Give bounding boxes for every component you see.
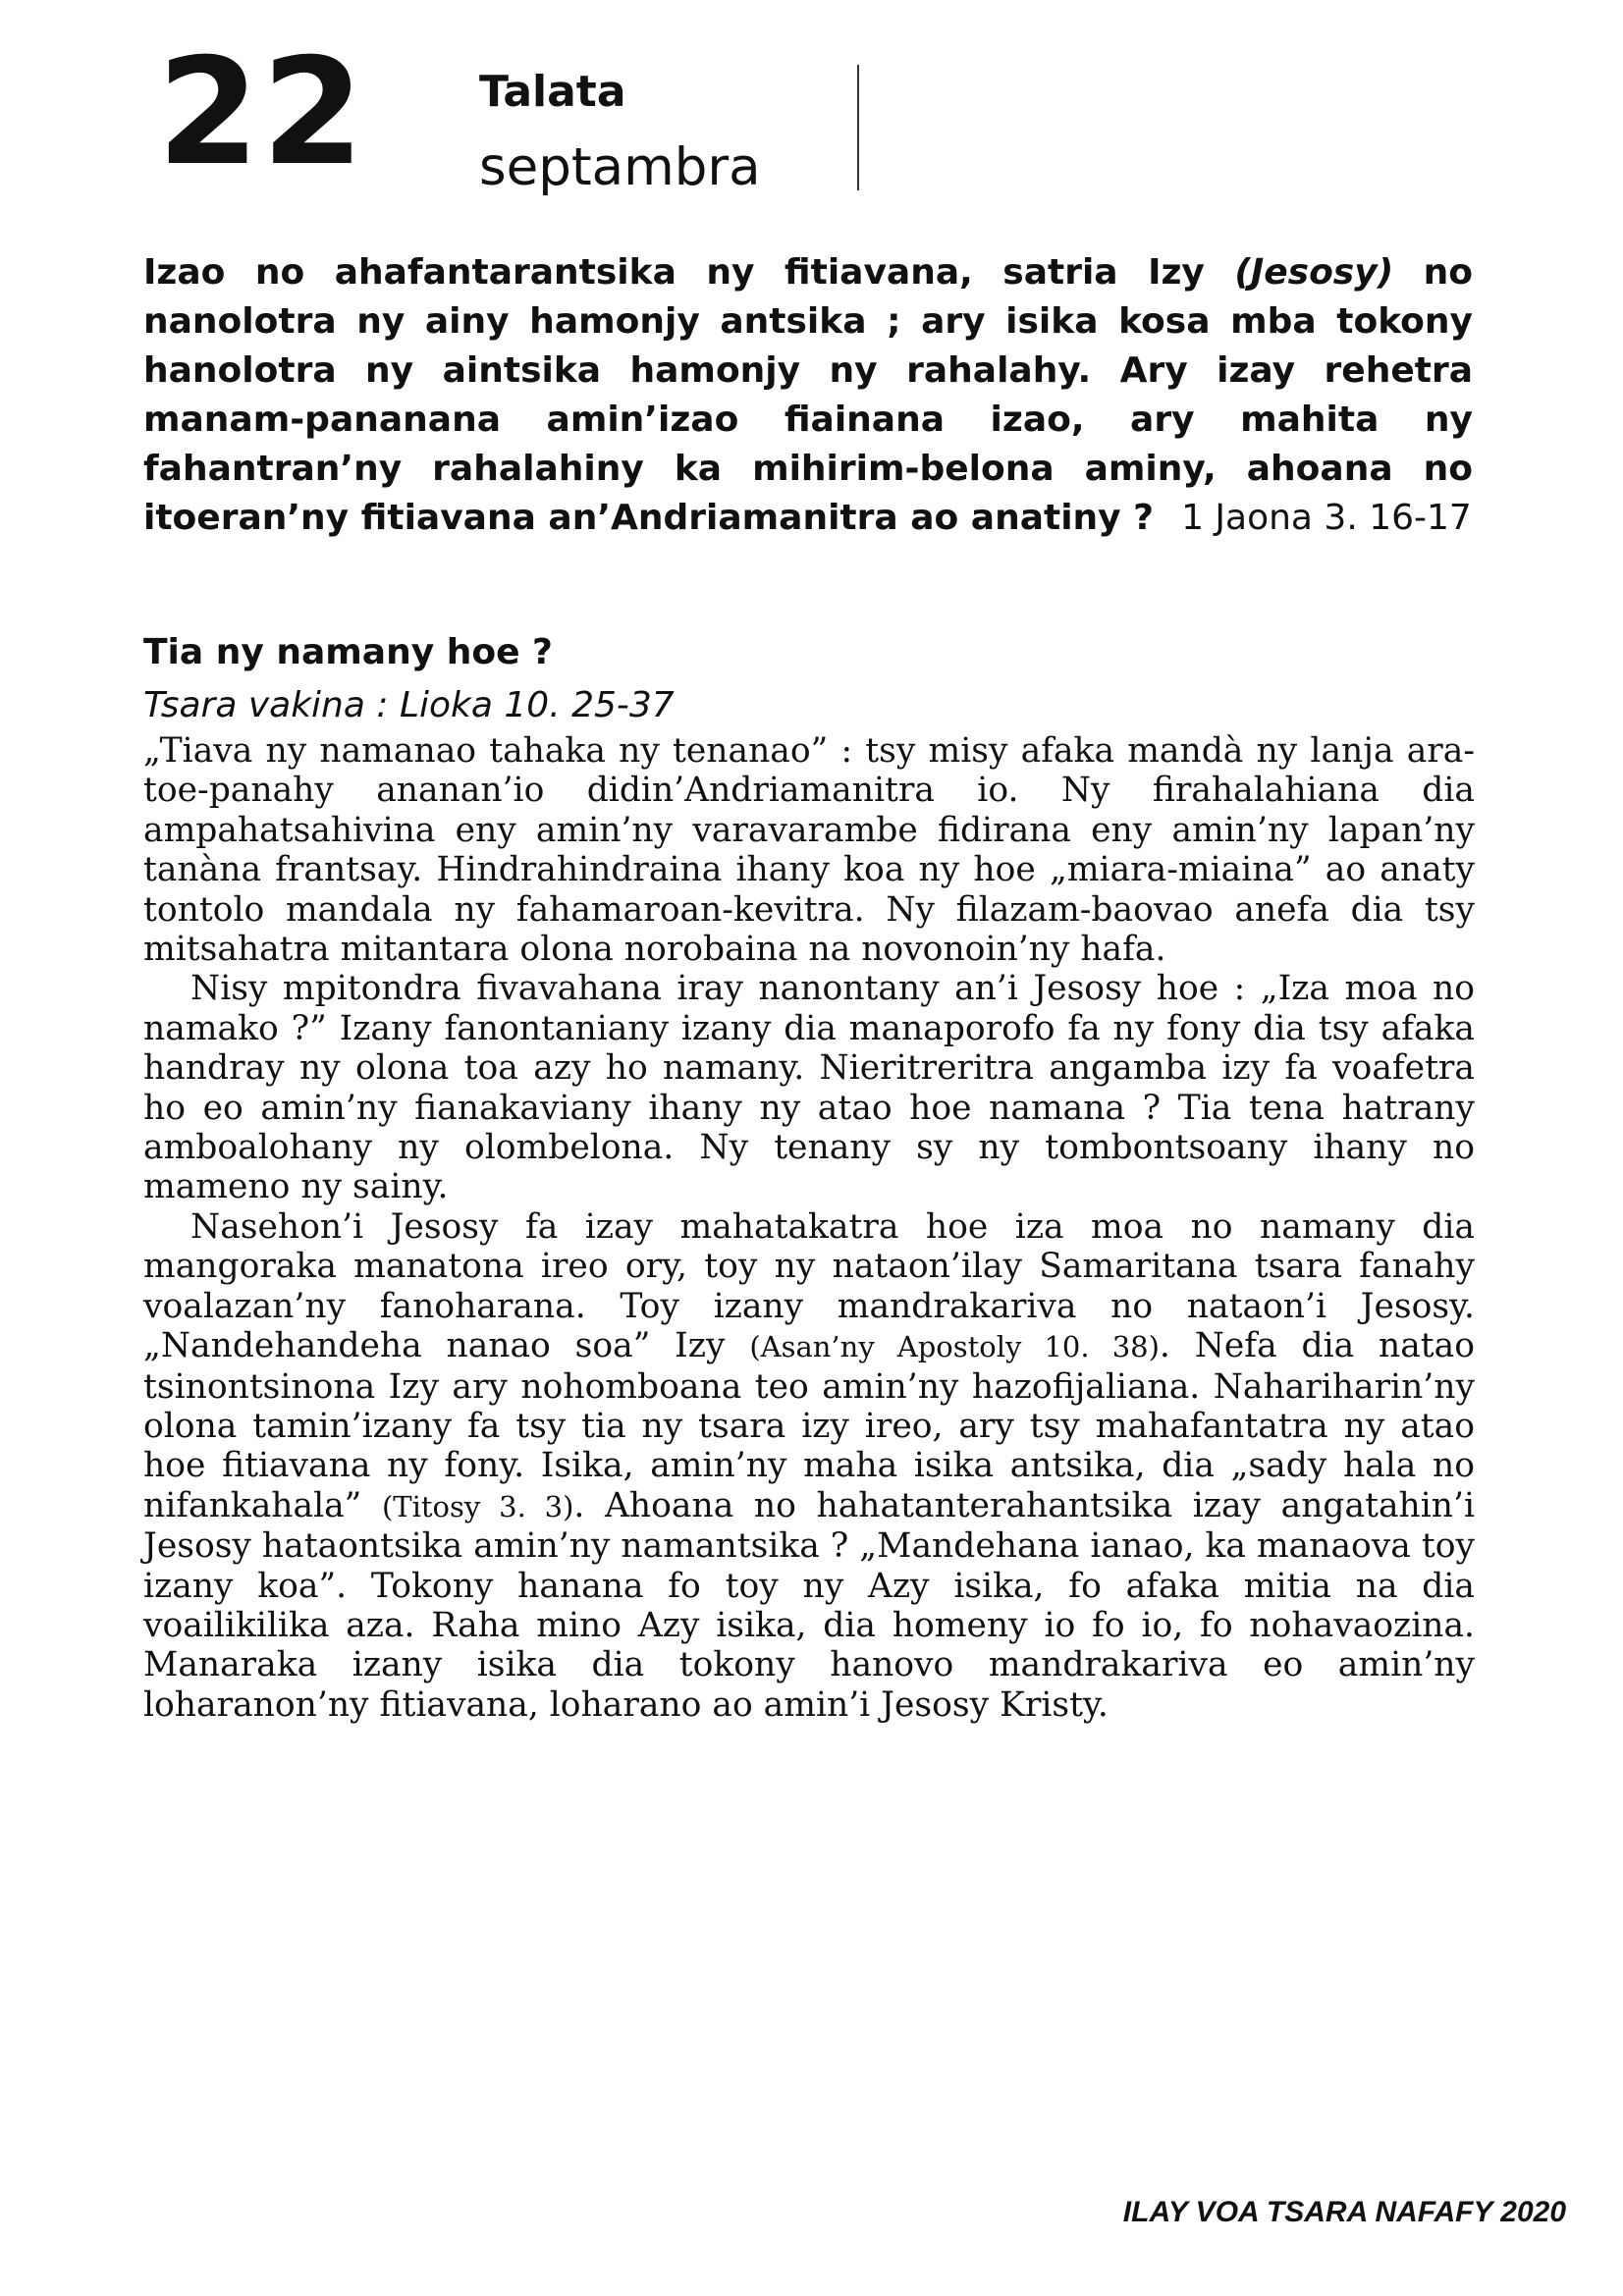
paragraph-3-text-b: . Nefa dia natao tsinontsinona Izy ary nohomboana teo amin’ny hazofijaliana. Nahariharin’ny olona tamin’izany fa tsy tia ny tsara izy ireo, ary tsy mahafantatra ny atao hoe fitiavana ny fony. Isika, amin’ny maha isika antsika, dia „sady hala no nifankahala” — [143, 1326, 1475, 1525]
suggested-reading: Tsara vakina : Lioka 10. 25-37 — [143, 685, 675, 725]
paragraph-3 — [143, 1207, 1475, 1725]
paragraph-1: „Tiava ny namanao tahaka ny tenanao” : tsy misy afaka mandà ny lanja ara-toe-panahy ananan’io didin’Andriamanitra io. Ny firahalahiana dia ampahatsahivina eny amin’ny varavarambe fidirana eny amin’ny lapan’ny tanàna frantsay. Hindrahindraina ihany koa ny hoe „miara-miaina” ao anaty tontolo mandala ny fahamaroan-kevitra. Ny filazam-baovao anefa dia tsy mitsahatra mitantara olona norobaina na novonoin’ny hafa. — [143, 731, 1475, 970]
header-divider — [857, 65, 859, 190]
scripture-reference-acts: (Asan’ny Apostoly 10. 38) — [749, 1330, 1160, 1364]
publication-footer: ILAY VOA TSARA NAFAFY 2020 — [1122, 2196, 1566, 2228]
verse-aside: (Jesosy) — [1234, 252, 1394, 293]
date-month: septambra — [479, 137, 761, 197]
verse-reference: 1 Jaona 3. 16-17 — [1181, 498, 1472, 538]
devotion-body — [143, 731, 1475, 1725]
paragraph-2: Nisy mpitondra fivavahana iray nanontany an’i Jesosy hoe : „Iza moa no namako ?” Izany fanontaniany izany dia manaporofo fa ny fony dia tsy afaka handray ny olona toa azy ho namany. Nieritreritra angamba izy fa voafetra ho eo amin’ny fianakaviany ihany ny atao hoe namana ? Tia tena hatrany amboalohany ny olombelona. Ny tenany sy ny tombontsoany ihany no mameno ny sainy. — [143, 969, 1475, 1207]
verse-text-part1: Izao no ahafantarantsika ny fitiavana, satria Izy — [143, 252, 1235, 293]
bible-verse — [143, 248, 1473, 543]
verse-text-part2: no nanolotra ny ainy hamonjy antsika ; ary isika kosa mba tokony hanolotra ny aintsika hamonjy ny rahalahy. Ary izay rehetra manam-pananana amin’izao fiainana izao, ary mahita ny fahantran’ny rahalahiny ka mihirim-belona aminy, ahoana no itoeran’ny fitiavana an’Andriamanitra ao anatiny ? — [143, 252, 1473, 538]
paragraph-3-text-c: . Ahoana no hahatanterahantsika izay angatahin’i Jesosy hataontsika amin’ny namantsika ? „Mandehana ianao, ka manaova toy izany koa”. Tokony hanana fo toy ny Azy isika, fo afaka mitia na dia voailikilika aza. Raha mino Azy isika, dia homeny io fo io, fo nohavaozina. Manaraka izany isika dia tokony hanovo mandrakariva eo amin’ny loharanon’ny fitiavana, loharano ao amin’i Jesosy Kristy. — [143, 1485, 1475, 1725]
scripture-reference-titus: (Titosy 3. 3) — [381, 1489, 574, 1523]
date-weekday: Talata — [479, 67, 626, 117]
paragraph-3-text-a: Nasehon’i Jesosy fa izay mahatakatra hoe iza moa no namany dia mangoraka manatona ireo ory, toy ny nataon’ilay Samaritana tsara fanahy voalazan’ny fanoharana. Toy izany mandrakariva no nataon’i Jesosy. „Nandehandeha nanao soa” Izy — [143, 1206, 1475, 1366]
devotion-title: Tia ny namany hoe ? — [143, 632, 553, 672]
date-day-number: 22 — [157, 27, 366, 198]
